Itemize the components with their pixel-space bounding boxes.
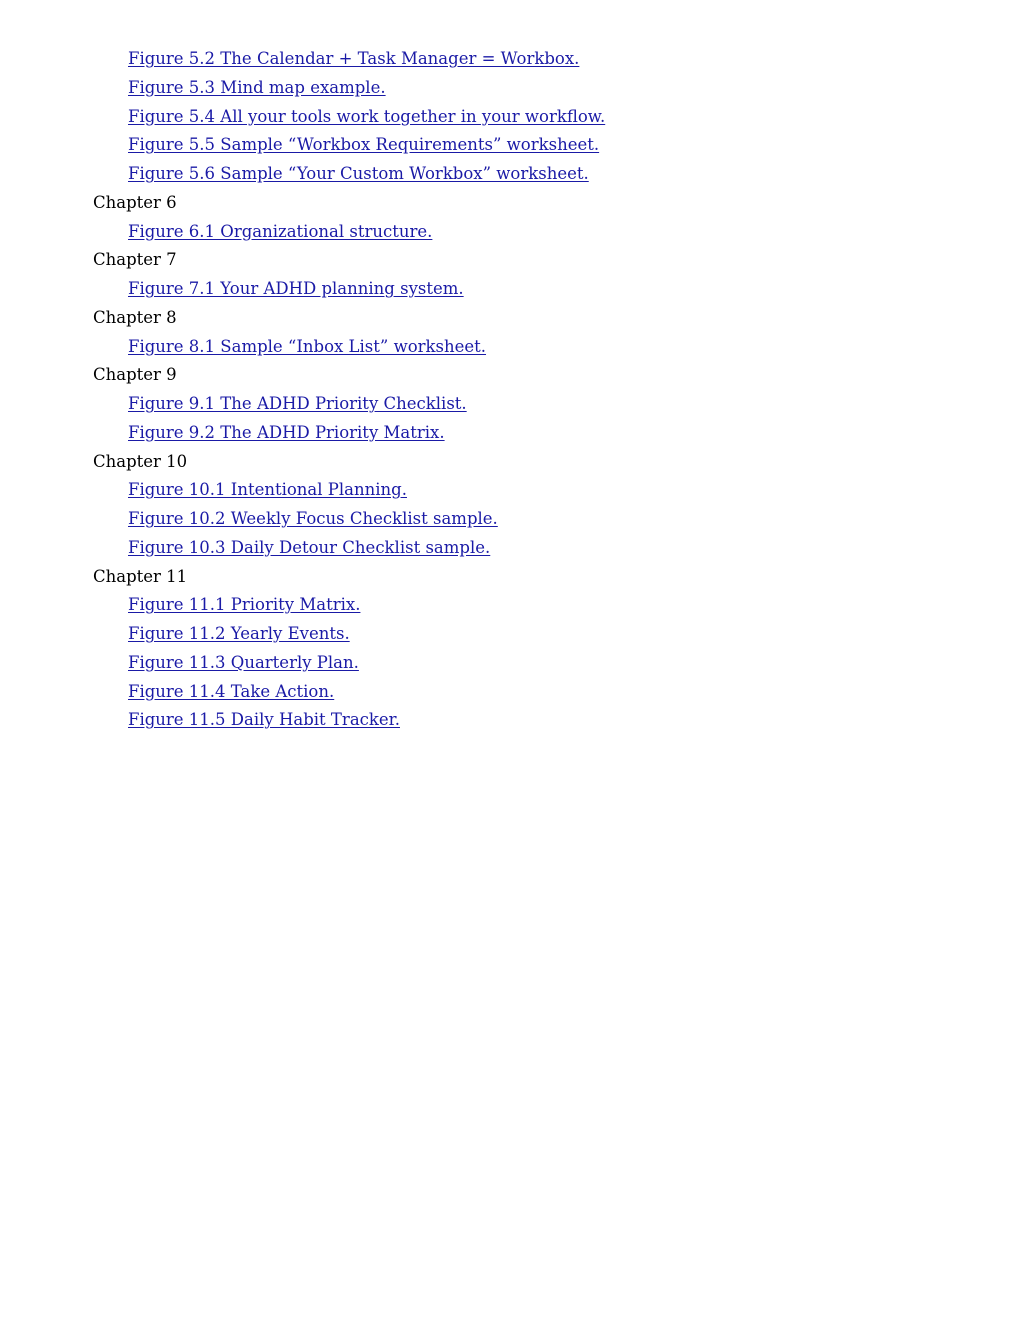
figure-link[interactable]: Figure 5.4 All your tools work together in your workflow. xyxy=(128,106,606,126)
figure-link[interactable]: Figure 8.1 Sample “Inbox List” worksheet. xyxy=(128,336,487,356)
figure-link[interactable]: Figure 5.5 Sample “Workbox Requirements” worksheet. xyxy=(128,135,600,155)
list-item xyxy=(93,678,993,707)
figure-link[interactable]: Figure 11.3 Quarterly Plan. xyxy=(128,652,359,672)
list-item xyxy=(93,591,993,620)
list-item xyxy=(93,45,993,74)
figure-link[interactable]: Figure 7.1 Your ADHD planning system. xyxy=(128,279,464,298)
figure-link[interactable]: Figure 6.1 Organizational structure. xyxy=(128,221,433,241)
figure-link[interactable]: Figure 10.1 Intentional Planning. xyxy=(128,480,407,500)
figure-link[interactable]: Figure 11.1 Priority Matrix. xyxy=(128,595,361,615)
figure-link[interactable]: Figure 11.4 Take Action. xyxy=(128,681,335,701)
chapter-heading: Chapter 10 xyxy=(93,451,188,471)
list-item xyxy=(93,505,993,534)
list-item xyxy=(93,160,993,189)
list-item xyxy=(93,649,993,678)
list-item xyxy=(93,333,993,362)
figure-link[interactable]: Figure 9.1 The ADHD Priority Checklist. xyxy=(128,394,467,413)
list-item xyxy=(93,706,993,735)
figure-link[interactable]: Figure 11.5 Daily Habit Tracker. xyxy=(128,710,400,730)
list-item xyxy=(93,390,993,419)
chapter-heading: Chapter 8 xyxy=(93,307,177,327)
chapter-heading: Chapter 6 xyxy=(93,192,177,212)
figure-link[interactable]: Figure 5.3 Mind map example. xyxy=(128,77,386,97)
list-item xyxy=(93,620,993,649)
chapter-heading: Chapter 11 xyxy=(93,566,188,586)
list-item xyxy=(93,419,993,448)
figure-link[interactable]: Figure 10.3 Daily Detour Checklist sample. xyxy=(128,537,491,557)
list-of-figures xyxy=(93,45,993,735)
figure-link[interactable]: Figure 5.6 Sample “Your Custom Workbox” worksheet. xyxy=(128,164,589,183)
list-item xyxy=(93,218,993,247)
list-item xyxy=(93,131,993,160)
list-item xyxy=(93,534,993,563)
list-item xyxy=(93,476,993,505)
list-item xyxy=(93,74,993,103)
list-item xyxy=(93,103,993,132)
figure-link[interactable]: Figure 11.2 Yearly Events. xyxy=(128,624,350,643)
chapter-heading: Chapter 7 xyxy=(93,250,177,270)
figure-link[interactable]: Figure 5.2 The Calendar + Task Manager = Workbox. xyxy=(128,49,580,68)
figure-link[interactable]: Figure 9.2 The ADHD Priority Matrix. xyxy=(128,422,445,442)
list-item xyxy=(93,275,993,304)
chapter-heading: Chapter 9 xyxy=(93,365,177,385)
figure-link[interactable]: Figure 10.2 Weekly Focus Checklist sample. xyxy=(128,509,498,528)
